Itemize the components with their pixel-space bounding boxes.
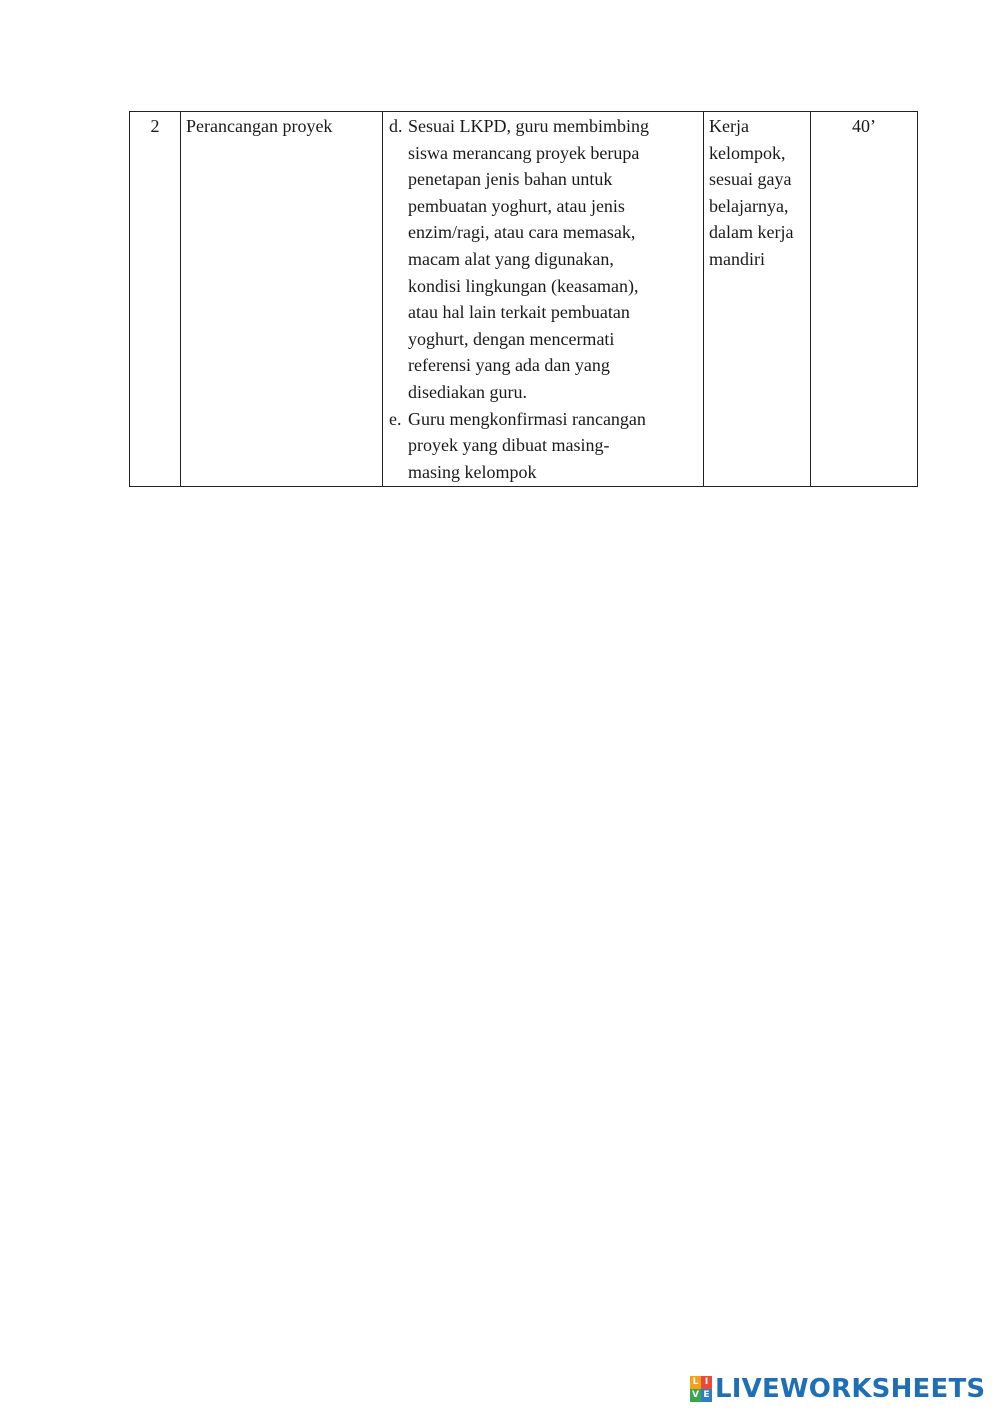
logo-mark-icon	[690, 1376, 712, 1402]
logo-mark-letter: L	[690, 1376, 701, 1389]
activity-item-d	[389, 113, 698, 406]
method-text: Kerja kelompok, sesuai gaya belajarnya, dalam kerja mandiri	[709, 116, 794, 269]
stage-cell	[181, 112, 383, 487]
stage-label: Perancangan proyek	[186, 116, 333, 136]
logo-mark-letter: I	[701, 1376, 712, 1389]
lesson-plan-table	[129, 111, 918, 487]
activity-letter: d.	[389, 116, 403, 136]
activities-cell	[383, 112, 704, 487]
time-cell	[811, 112, 918, 487]
row-number: 2	[150, 116, 160, 136]
method-cell	[704, 112, 811, 487]
liveworksheets-logo	[690, 1374, 985, 1404]
activity-text: Guru mengkonfirmasi rancangan proyek yang dibuat masing- masing kelompok	[408, 408, 646, 482]
logo-text: LIVEWORKSHEETS	[715, 1374, 986, 1404]
logo-mark-letter: V	[690, 1389, 701, 1402]
time-allocation: 40’	[852, 116, 876, 136]
activity-text: Sesuai LKPD, guru membimbing siswa merancang proyek berupa penetapan jenis bahan untuk pembuatan yoghurt, atau jenis enzim/ragi, atau cara memasak, macam alat yang digunakan, kondisi lingkungan (keasaman), atau hal lain terkait pembuatan yoghurt, dengan mencermati referensi yang ada dan yang disediakan guru.	[408, 116, 649, 402]
activity-letter: e.	[389, 408, 402, 429]
activity-item-e	[389, 406, 698, 486]
logo-mark-letter: E	[701, 1389, 712, 1402]
table-row	[130, 112, 918, 487]
row-number-cell	[130, 112, 181, 487]
